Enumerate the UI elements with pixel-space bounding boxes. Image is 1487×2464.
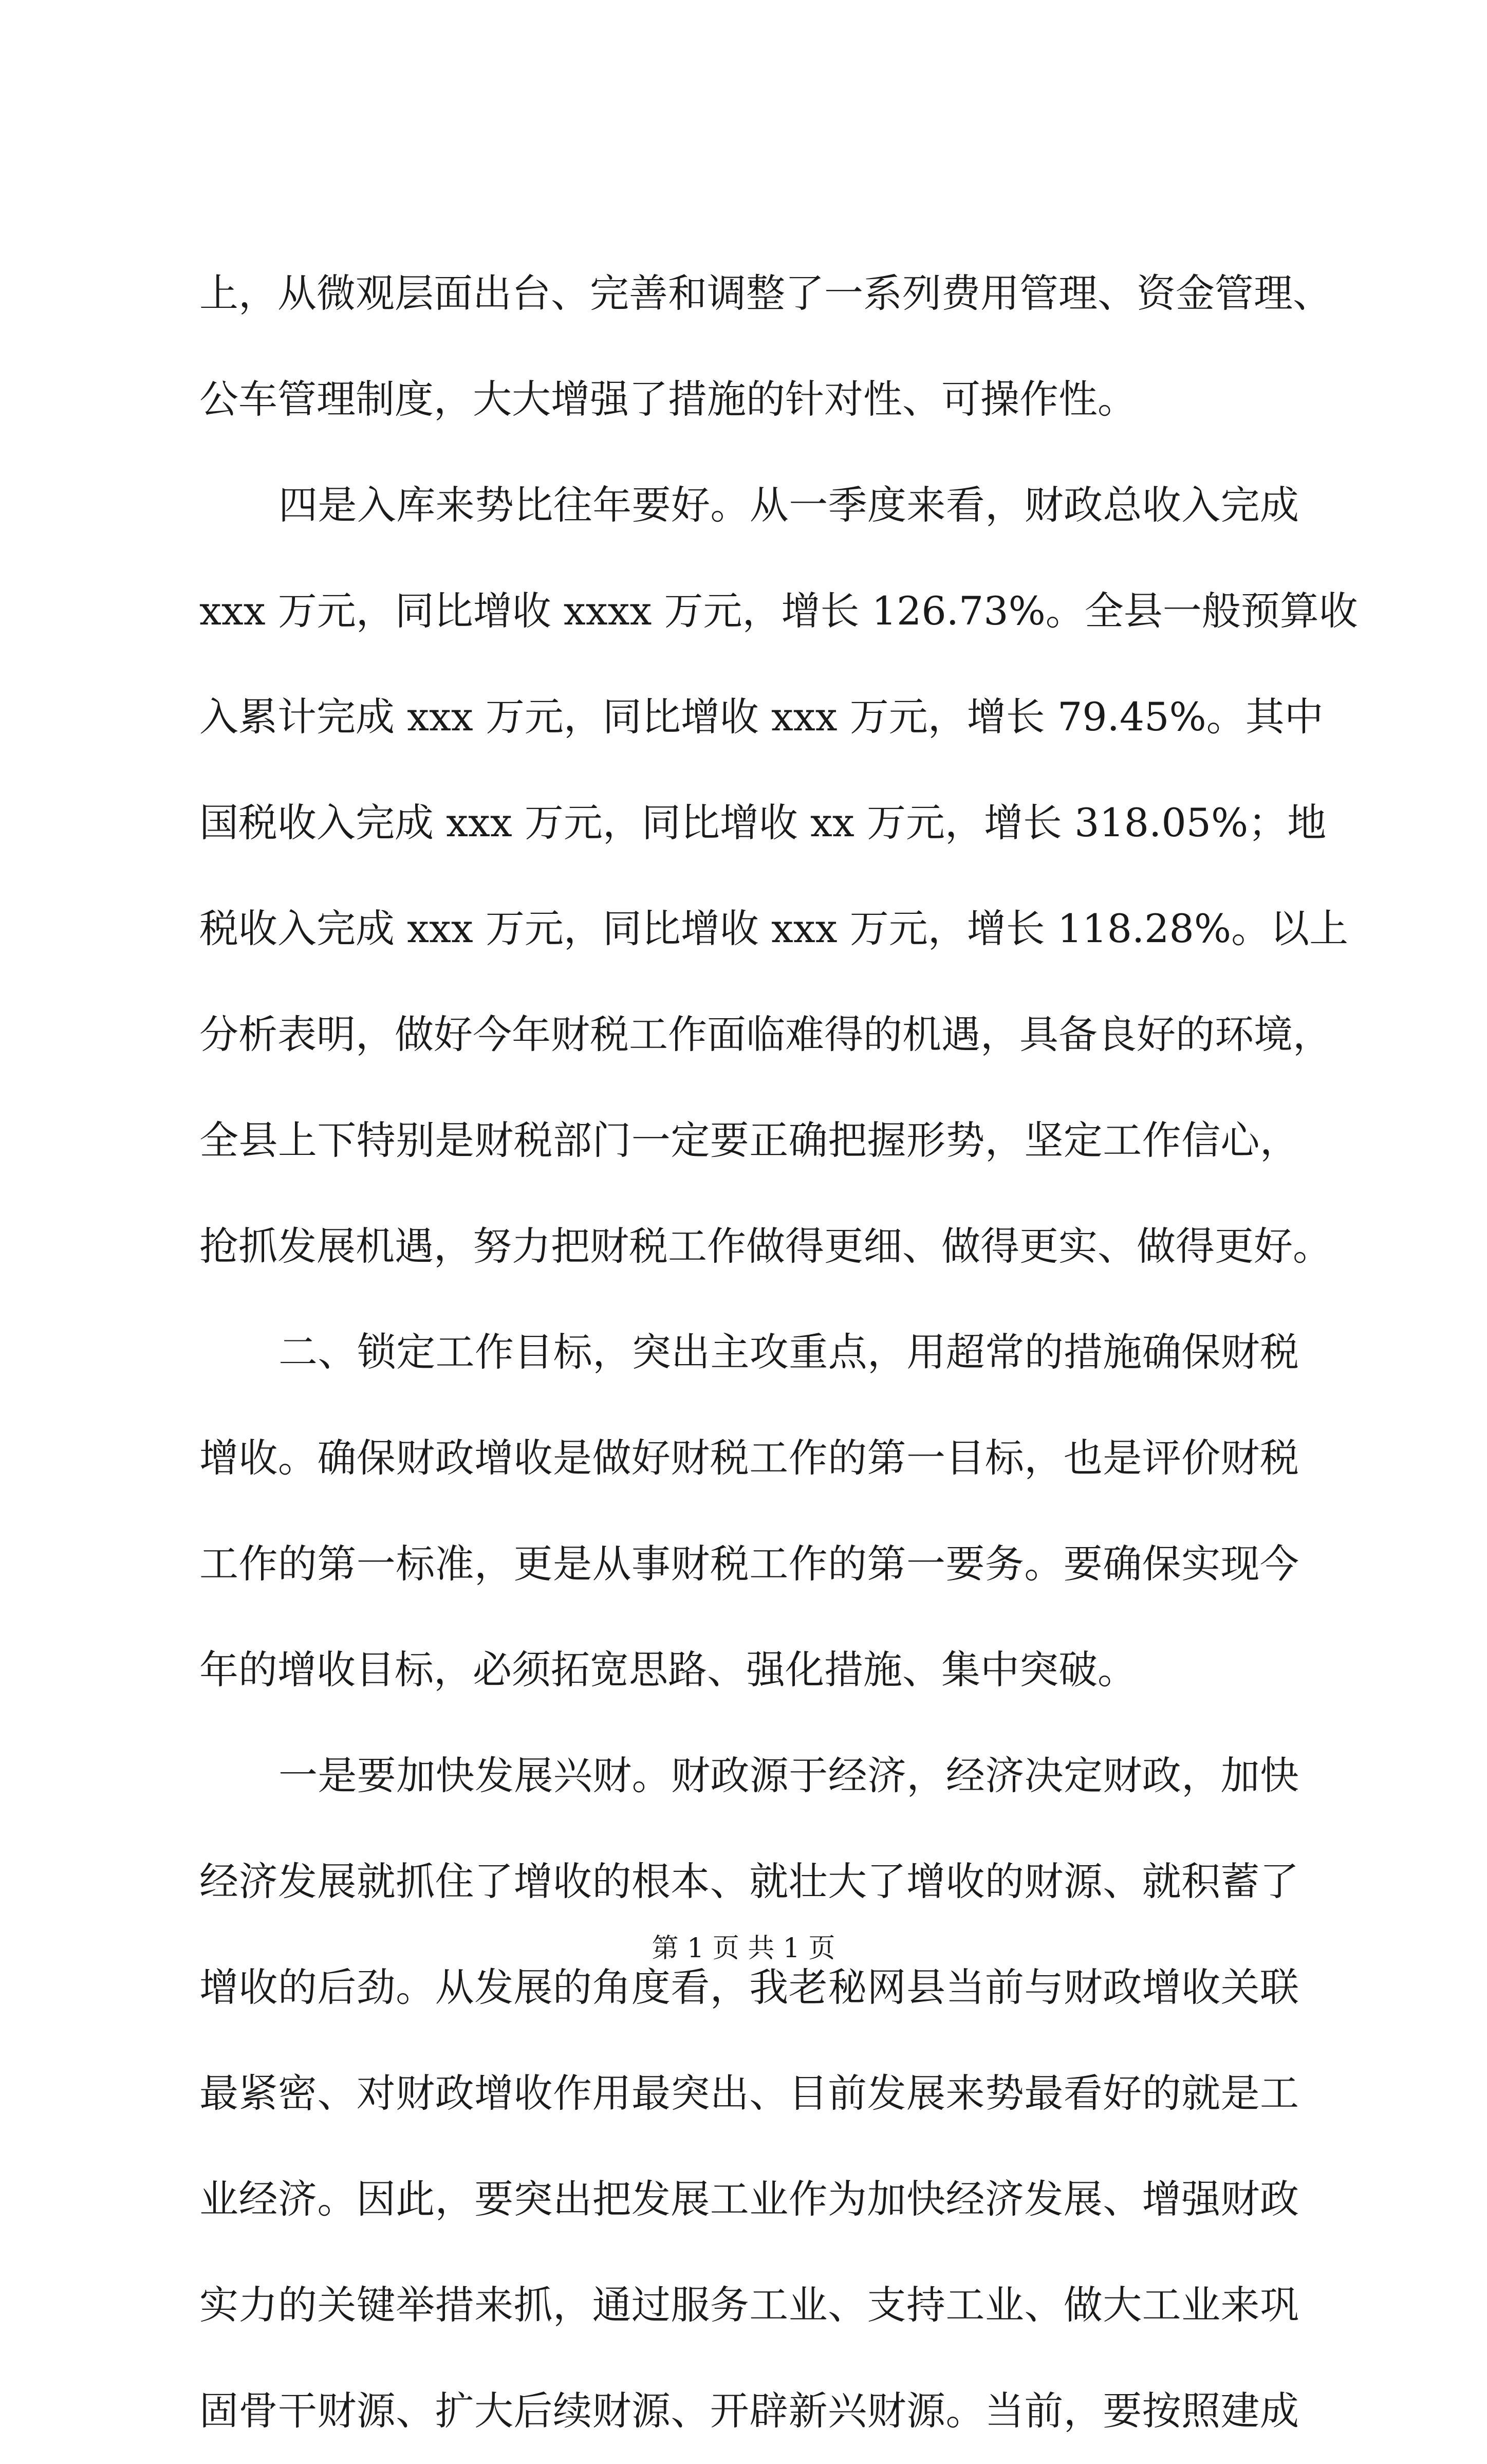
text-line: 最紧密、对财政增收作用最突出、目前发展来势最看好的就是工 bbox=[199, 2070, 1299, 2116]
page-footer: 第 1 页 共 1 页 bbox=[652, 1933, 835, 1964]
text-line: 年的增收目标，必须拓宽思路、强化措施、集中突破。 bbox=[199, 1647, 1137, 1693]
text-line: 抢抓发展机遇，努力把财税工作做得更细、做得更实、做得更好。 bbox=[199, 1223, 1332, 1269]
document-body bbox=[199, 241, 1358, 2464]
text-line: 一是要加快发展兴财。财政源于经济，经济决定财政，加快 bbox=[278, 1753, 1299, 1798]
text-line: 分析表明，做好今年财税工作面临难得的机遇，具备良好的环境， bbox=[199, 1012, 1332, 1057]
text-line: 四是入库来势比往年要好。从一季度来看，财政总收入完成 bbox=[278, 482, 1299, 528]
text-line: 国税收入完成 xxx 万元，同比增收 xx 万元，增长 318.05%；地 bbox=[199, 800, 1327, 845]
text-line: xxx 万元，同比增收 xxxx 万元，增长 126.73%。全县一般预算收 bbox=[199, 588, 1358, 634]
text-line: 实力的关键举措来抓，通过服务工业、支持工业、做大工业来巩 bbox=[199, 2282, 1299, 2328]
text-line: 公车管理制度，大大增强了措施的针对性、可操作性。 bbox=[199, 376, 1137, 422]
text-line: 增收。确保财政增收是做好财税工作的第一目标，也是评价财税 bbox=[199, 1435, 1299, 1481]
text-line: 上，从微观层面出台、完善和调整了一系列费用管理、资金管理、 bbox=[199, 270, 1332, 316]
text-line: 固骨干财源、扩大后续财源、开辟新兴财源。当前，要按照建成 bbox=[199, 2388, 1299, 2434]
text-line: 二、锁定工作目标，突出主攻重点，用超常的措施确保财税 bbox=[278, 1329, 1299, 1375]
text-line: 全县上下特别是财税部门一定要正确把握形势，坚定工作信心， bbox=[199, 1117, 1299, 1163]
text-line: 入累计完成 xxx 万元，同比增收 xxx 万元，增长 79.45%。其中 bbox=[199, 694, 1324, 740]
text-line: 工作的第一标准，更是从事财税工作的第一要务。要确保实现今 bbox=[199, 1541, 1299, 1587]
text-line: 业经济。因此，要突出把发展工业作为加快经济发展、增强财政 bbox=[199, 2176, 1299, 2222]
text-line: 增收的后劲。从发展的角度看，我老秘网县当前与财政增收关联 bbox=[199, 1964, 1299, 2010]
text-line: 经济发展就抓住了增收的根本、就壮大了增收的财源、就积蓄了 bbox=[199, 1859, 1299, 1904]
text-line: 税收入完成 xxx 万元，同比增收 xxx 万元，增长 118.28%。以上 bbox=[199, 906, 1349, 951]
